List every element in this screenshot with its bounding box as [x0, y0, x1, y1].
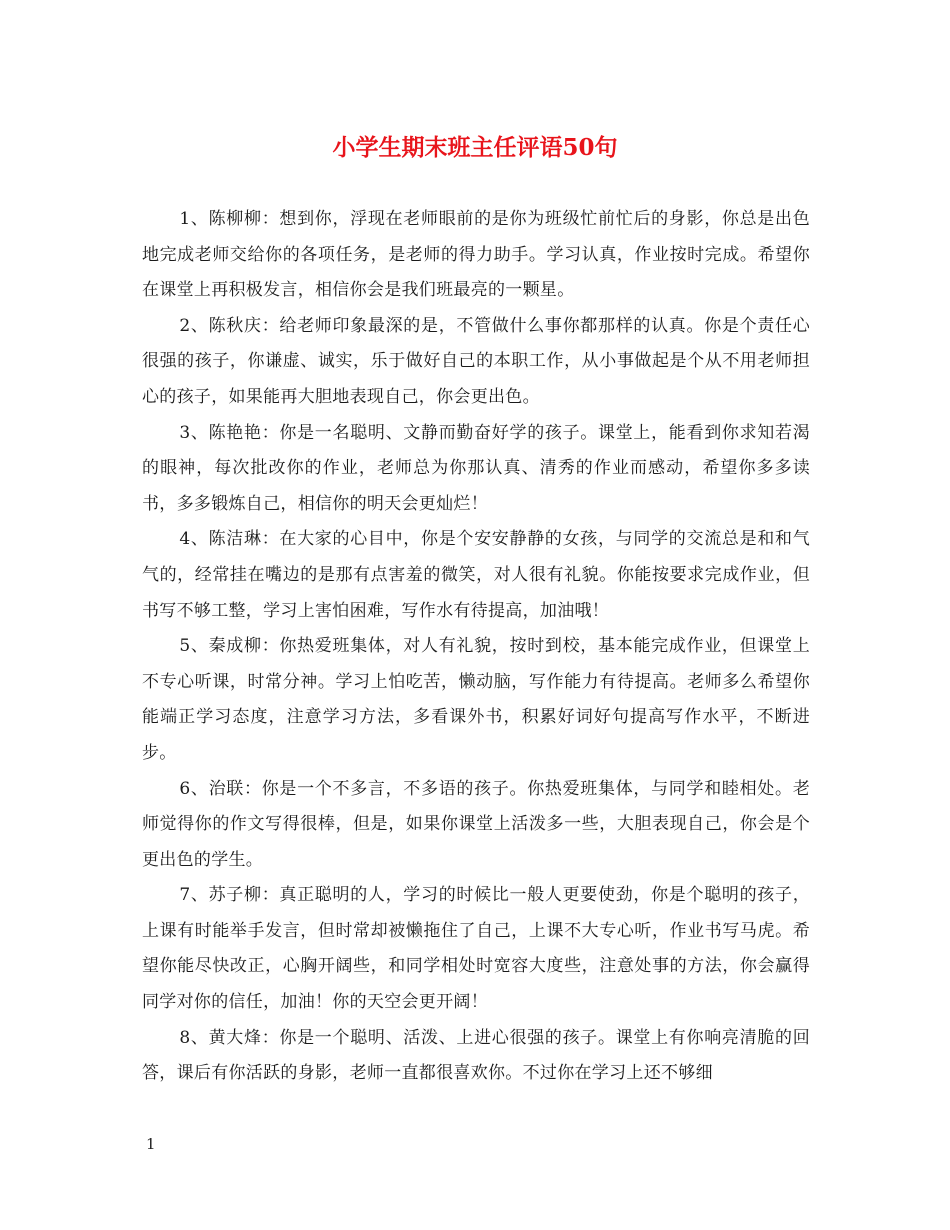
comment-paragraph-2: 2、陈秋庆：给老师印象最深的是，不管做什么事你都那样的认真。你是个责任心很强的孩子，你谦虚、诚实，乐于做好自己的本职工作，从小事做起是个从不用老师担心的孩子，如果能再大胆地表现自己，你会更出色。: [142, 315, 810, 407]
comment-paragraph-4: 4、陈洁琳：在大家的心目中，你是个安安静静的女孩，与同学的交流总是和和气气的，经常挂在嘴边的是那有点害羞的微笑，对人很有礼貌。你能按要求完成作业，但书写不够工整，学习上害怕困难，写作水有待提高，加油哦！: [142, 529, 810, 621]
document-title: 小学生期末班主任评语50句: [332, 134, 618, 161]
comment-paragraph-5: 5、秦成柳：你热爱班集体，对人有礼貌，按时到校，基本能完成作业，但课堂上不专心听课，时常分神。学习上怕吃苦，懒动脑，写作能力有待提高。老师多么希望你能端正学习态度，注意学习方法，多看课外书，积累好词好句提高写作水平，不断进步。: [142, 636, 810, 763]
comment-paragraph-8: 8、黄大烽：你是一个聪明、活泼、上进心很强的孩子。课堂上有你响亮清脆的回答，课后有你活跃的身影，老师一直都很喜欢你。不过你在学习上还不够细: [142, 1027, 810, 1084]
comment-paragraph-3: 3、陈艳艳：你是一名聪明、文静而勤奋好学的孩子。课堂上，能看到你求知若渴的眼神，每次批改你的作业，老师总为你那认真、清秀的作业而感动，希望你多多读书，多多锻炼自己，相信你的明天会更灿烂！: [142, 422, 810, 514]
comment-paragraph-7: 7、苏子柳：真正聪明的人，学习的时候比一般人更要使劲，你是个聪明的孩子，上课有时能举手发言，但时常却被懒拖住了自己，上课不大专心听，作业书写马虎。希望你能尽快改正，心胸开阔些，和同学相处时宽容大度些，注意处事的方法，你会赢得同学对你的信任，加油！你的天空会更开阔！: [142, 885, 810, 1013]
comment-paragraph-6: 6、治联：你是一个不多言，不多语的孩子。你热爱班集体，与同学和睦相处。老师觉得你的作文写得很棒，但是，如果你课堂上活泼多一些，大胆表现自己，你会是个更出色的学生。: [142, 778, 810, 870]
document-body: [142, 202, 810, 1092]
page-number: 1: [146, 1135, 156, 1153]
comment-paragraph-1: 1、陈柳柳：想到你，浮现在老师眼前的是你为班级忙前忙后的身影，你总是出色地完成老师交给你的各项任务，是老师的得力助手。学习认真，作业按时完成。希望你在课堂上再积极发言，相信你会是我们班最亮的一颗星。: [142, 209, 810, 301]
